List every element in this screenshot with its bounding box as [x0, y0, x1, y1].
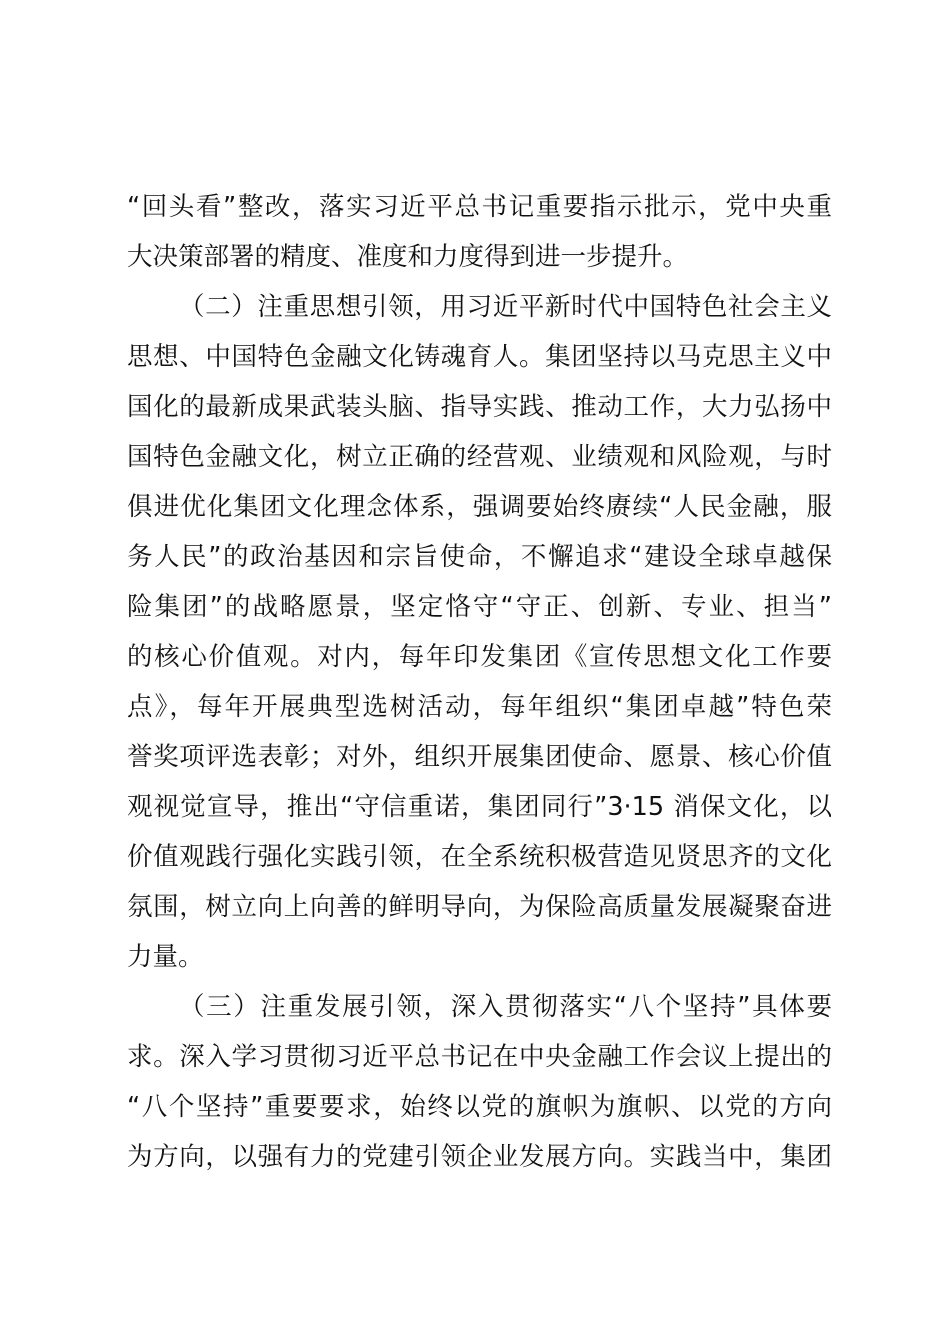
text-line: 务人民”的政治基因和宗旨使命，不懈追求“建设全球卓越保	[127, 542, 832, 572]
section-heading-line: （二）注重思想引领，用习近平新时代中国特色社会主义	[179, 292, 832, 322]
text-line: “八个坚持”重要要求，始终以党的旗帜为旗帜、以党的方向	[127, 1092, 832, 1122]
text-line: 为方向，以强有力的党建引领企业发展方向。实践当中，集团	[127, 1142, 832, 1172]
text-line: 大决策部署的精度、准度和力度得到进一步提升。	[127, 242, 689, 272]
text-line: 观视觉宣导，推出“守信重诺，集团同行”3·15 消保文化，以	[127, 792, 832, 822]
text-line: 价值观践行强化实践引领，在全系统积极营造见贤思齐的文化	[127, 842, 832, 872]
section-heading-line: （三）注重发展引领，深入贯彻落实“八个坚持”具体要	[179, 992, 832, 1022]
text-line: 誉奖项评选表彰；对外，组织开展集团使命、愿景、核心价值	[127, 742, 832, 772]
text-line: 求。深入学习贯彻习近平总书记在中央金融工作会议上提出的	[127, 1042, 832, 1072]
text-line: 氛围，树立向上向善的鲜明导向，为保险高质量发展凝聚奋进	[127, 892, 832, 922]
text-line: “回头看”整改，落实习近平总书记重要指示批示，党中央重	[127, 192, 832, 222]
text-line: 的核心价值观。对内，每年印发集团《宣传思想文化工作要	[127, 642, 832, 672]
text-line: 国特色金融文化，树立正确的经营观、业绩观和风险观，与时	[127, 442, 832, 472]
text-line: 思想、中国特色金融文化铸魂育人。集团坚持以马克思主义中	[127, 342, 832, 372]
text-line: 俱进优化集团文化理念体系，强调要始终赓续“人民金融，服	[127, 492, 832, 522]
text-line: 力量。	[127, 942, 204, 972]
text-line: 险集团”的战略愿景，坚定恪守“守正、创新、专业、担当”	[127, 592, 832, 622]
text-line: 点》，每年开展典型选树活动，每年组织“集团卓越”特色荣	[127, 692, 832, 722]
text-line: 国化的最新成果武装头脑、指导实践、推动工作，大力弘扬中	[127, 392, 832, 422]
